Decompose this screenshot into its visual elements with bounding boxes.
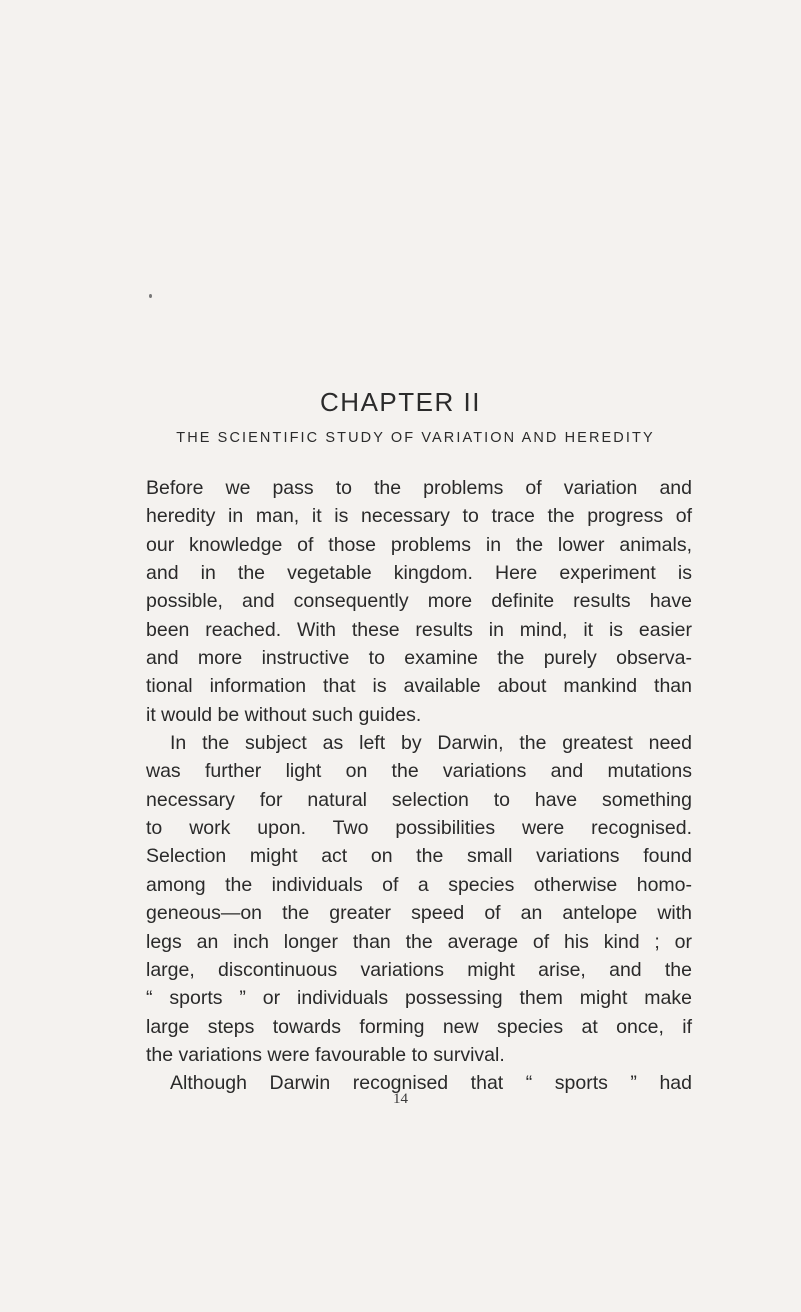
text-line: large steps towards forming new species at once, if — [146, 1015, 692, 1038]
text-line: geneous—on the greater speed of an antelope with — [146, 902, 692, 925]
text-line: been reached. With these results in mind, it is easier — [146, 618, 692, 641]
text-line: to work upon. Two possibilities were recognised. — [146, 817, 692, 840]
page-number: 14 — [393, 1091, 408, 1107]
text-line: and more instructive to examine the purely observa- — [146, 647, 692, 670]
text-line: was further light on the variations and mutations — [146, 760, 692, 783]
text-line: it would be without such guides. — [146, 703, 422, 726]
text-line: heredity in man, it is necessary to trace the progress of — [146, 505, 692, 528]
chapter-title: CHAPTER II — [320, 387, 481, 417]
text-line: our knowledge of those problems in the lower animals, — [146, 533, 692, 556]
text-line: large, discontinuous variations might arise, and the — [146, 958, 692, 981]
text-line: Before we pass to the problems of variation and — [146, 477, 692, 499]
text-line: In the subject as left by Darwin, the greatest need — [170, 732, 692, 755]
body-text — [146, 474, 692, 1098]
text-line: “ sports ” or individuals possessing them might make — [146, 987, 692, 1010]
text-line: and in the vegetable kingdom. Here experiment is — [146, 562, 692, 585]
text-line: necessary for natural selection to have something — [146, 788, 692, 811]
text-line: among the individuals of a species otherwise homo- — [146, 873, 692, 896]
text-line: the variations were favourable to survival. — [146, 1043, 505, 1066]
ink-speck — [149, 294, 152, 298]
text-line: legs an inch longer than the average of his kind ; or — [146, 930, 692, 953]
text-line: possible, and consequently more definite results have — [146, 590, 692, 613]
text-line: Selection might act on the small variations found — [146, 845, 692, 868]
text-line: tional information that is available about mankind than — [146, 675, 692, 698]
text-line: Although Darwin recognised that “ sports ” had — [170, 1072, 692, 1095]
chapter-subtitle: THE SCIENTIFIC STUDY OF VARIATION AND HEREDITY — [176, 430, 655, 446]
